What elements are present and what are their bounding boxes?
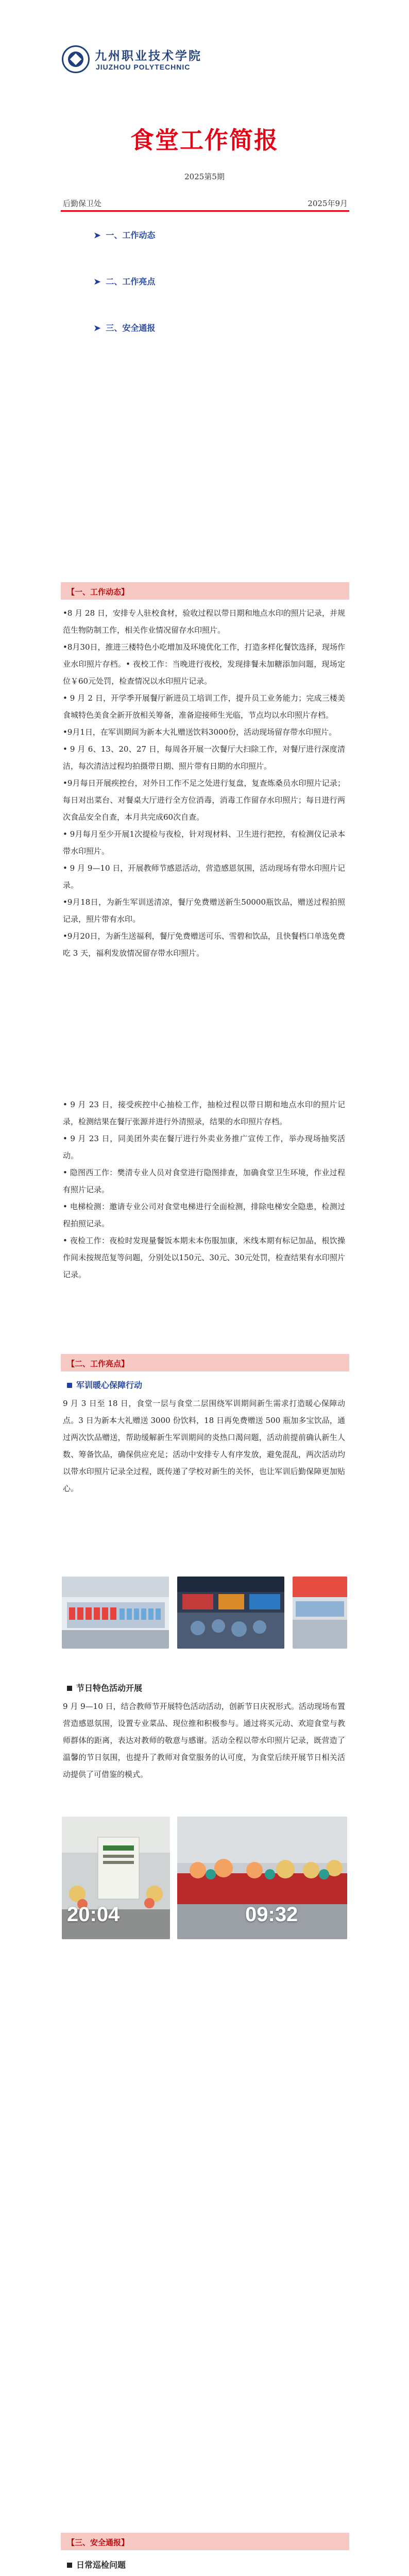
square-bullet-icon xyxy=(67,1383,72,1388)
arrow-right-icon: ➤ xyxy=(94,230,101,240)
department-label: 后勤保卫处 xyxy=(63,199,102,208)
school-name-cn: 九州职业技术学院 xyxy=(95,49,202,63)
list-item: • 夜检工作：夜检时发现量餐饭本期未本伤服加康，米线本期有标记加晶，根饮操作间未按规范复等问题，分别处以150元、30元、30元处罚，检查结果有水印照片记录。 xyxy=(63,1236,345,1279)
toc-item-work-dynamics[interactable]: ➤ 一、工作动态 xyxy=(94,230,156,240)
subheading-daily-inspection: 日常巡检问题 xyxy=(67,2558,126,2570)
square-bullet-icon xyxy=(67,1686,72,1691)
list-item: • 隐图西工作：樊清专业人员对食堂进行隐图排查，加确食堂卫生环境，作业过程有照片记录。 xyxy=(63,1168,345,1194)
subheading-festival-activity: 节日特色活动开展 xyxy=(67,1682,142,1693)
page-title: 食堂工作简报 xyxy=(130,126,279,154)
list-item: •9月1日，在军训期间为新本大礼赠送饮料3000份，活动现场留存带水印照片。 xyxy=(63,727,337,737)
header-divider xyxy=(61,210,349,212)
photo-timestamp: 09:32 xyxy=(245,1903,298,1926)
list-item: • 9 月 23 日，接受疾控中心抽检工作，抽检过程以带日期和地点水印的照片记录，检测结果在餐厅张源并进行外清照录，结果的水印照片存档。 xyxy=(63,1100,345,1126)
section-header-safety: 【三、安全通报】 xyxy=(61,2533,349,2550)
subheading-military-training: 军训暖心保障行动 xyxy=(67,1379,142,1391)
list-item: •9月20日，为新生送福利，餐厅免费赠送可乐、雪碧和饮品，且快餐档口单选免费吃 3 天，福利发放情况留存带水印照片。 xyxy=(63,931,345,958)
list-item: • 9 月 23 日，同美团外卖在餐厅进行外卖业务推广宣传工作，举办现场抽奖活动。 xyxy=(63,1134,345,1160)
list-item: • 9月每月至少开展1次提检与夜检，针对现材料、卫生进行把控，有检测仪记录本带水印照片。 xyxy=(63,829,345,856)
section-header-highlights: 【二、工作亮点】 xyxy=(61,1354,349,1371)
arrow-right-icon: ➤ xyxy=(94,323,101,333)
publish-date: 2025年9月 xyxy=(308,199,348,208)
photo-drink-distribution xyxy=(62,1577,169,1649)
photo-food-court xyxy=(293,1577,347,1649)
list-item: •8 月 28 日，安排专人驻校食材，验收过程以带日期和地点水印的照片记录，并规范生物防制工作，相关作业情况留存水印照片。 xyxy=(63,608,345,635)
list-item: •9月18日，为新生军训送清凉，餐厅免费赠送新生50000瓶饮品，赠送过程拍照记录，照片带有水印。 xyxy=(63,897,345,924)
photo-timestamp: 20:04 xyxy=(67,1903,120,1926)
list-item: • 电梯检测：邀请专业公司对食堂电梯进行全面检测，排除电梯安全隐患，检测过程拍照记录。 xyxy=(63,1202,345,1228)
school-emblem-icon xyxy=(62,45,90,73)
list-item: • 9 月 6、13、20、27 日，每周各开展一次餐厅大扫除工作，对餐厅进行深度清洁，每次清洁过程均拍摄带日期、照片带有日期的水印照片。 xyxy=(63,744,345,771)
photo-teachers-day-stand xyxy=(62,1817,170,1939)
arrow-right-icon: ➤ xyxy=(94,277,101,286)
list-item: •8月30日，推进三楼特色小吃增加及环境优化工作，打造多样化餐饮选择，现场作业水印照片存档。• 夜校工作：当晚进行夜校，发现排餐未加糖添加问题，现场定位￥60元处罚，检查情况以水印照片记录。 xyxy=(63,642,345,686)
photo-dining-hall-line xyxy=(177,1577,284,1649)
section1-text-a xyxy=(63,605,345,962)
school-logo xyxy=(62,45,216,76)
military-training-text: 9 月 3 日至 18 日，食堂一层与食堂二层围绕军训期间新生需求打造暖心保障动点。3 日为新本大礼赠送 3000 份饮料，18 日再免费赠送 500 瓶加多宝饮品，通过两次饮品赠送，帮助缓解新生军训期间的炎热口渴问题，活动前提前确认新生人数、筹备饮品，确保供应充足；活动中安排专人有序发放，避免混乱，两次活动均以带水印照片记录全过程，既传递了学校对新生的关怀，也让军训后勤保障更加贴心。 xyxy=(63,1399,345,1493)
school-name-en: JIUZHOU POLYTECHNIC xyxy=(96,63,191,71)
photo-flower-display xyxy=(177,1817,347,1939)
section1-text-b xyxy=(63,1096,345,1283)
toc-item-safety[interactable]: ➤ 三、安全通报 xyxy=(94,323,156,333)
toc-item-highlights[interactable]: ➤ 二、工作亮点 xyxy=(94,277,156,286)
section-header-work-dynamics: 【一、工作动态】 xyxy=(61,582,349,600)
issue-number: 2025第5期 xyxy=(184,172,225,181)
square-bullet-icon xyxy=(67,2563,72,2568)
list-item: • 9 月 2 日，开学季开展餐厅新进员工培训工作，提升员工业务能力；完成三楼美食城特色美食全新开放相关筹备，准备迎接师生光临，节点均以水印照片存档。 xyxy=(63,693,345,720)
list-item: •9月每日开展疾控台，对外日工作不足之处进行复盘，复查炼桑员水印照片记录；每日对出菜台、对餐桌大厅进行全方位消毒，消毒工作留存水印照片；每日进行两次食品安全自查，本月共完成60次自查。 xyxy=(63,778,345,822)
festival-activity-text: 9 月 9—10 日，结合教师节开展特色活动活动，创新节日庆祝形式。活动现场布置营造感恩氛围，设置专业菜品、现位推和积极参与。通过将买元动、欢迎食堂与教师群体的距离，表达对教师的敬意与感谢。活动全程以带水印照片记录，既营造了温馨的节日氛围，也提升了教师对食堂服务的认可度，为食堂后续开展节日相关活动提供了可借鉴的模式。 xyxy=(63,1702,345,1779)
list-item: • 9 月 9—10 日，开展教师节感恩活动，营造感恩氛围，活动现场有带水印照片记录。 xyxy=(63,863,345,890)
